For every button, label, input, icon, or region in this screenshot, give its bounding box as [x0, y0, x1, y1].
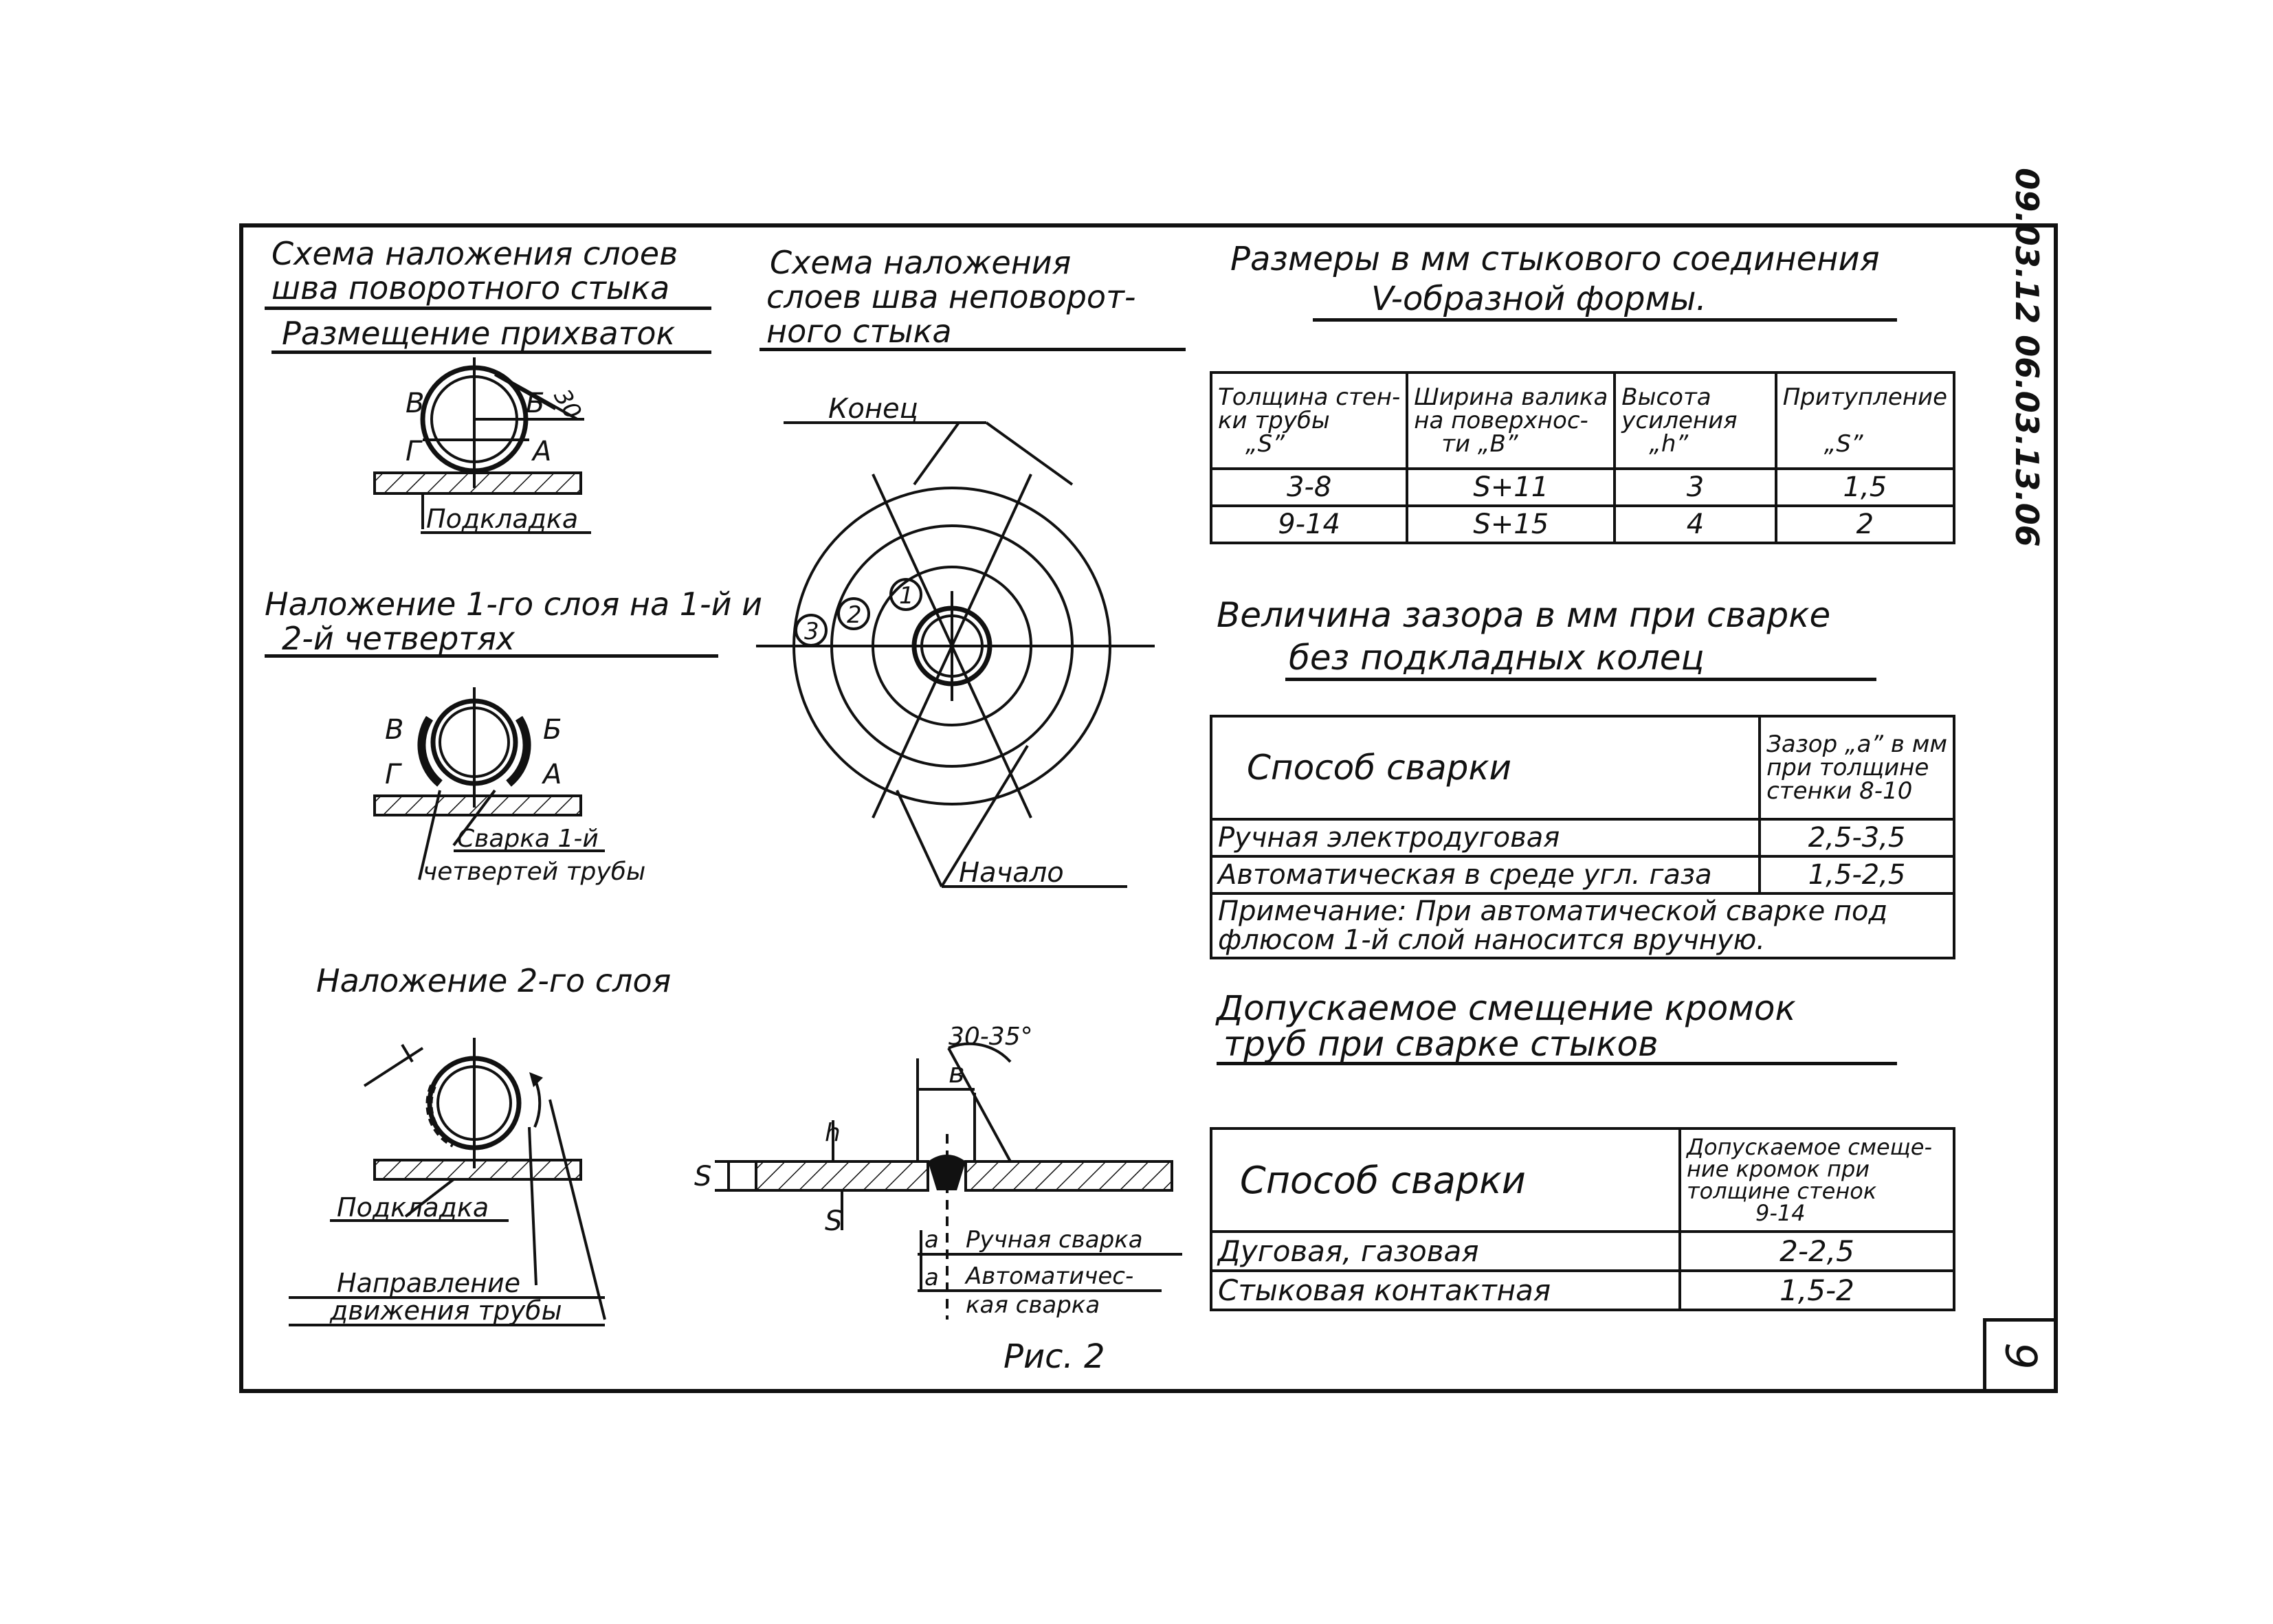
layer2-backing [375, 1160, 581, 1179]
table2-h1-l1: Зазор „а” в мм [1766, 731, 1947, 758]
angle-leg [949, 1048, 1010, 1161]
table1-h2-l1: Высота [1621, 383, 1711, 411]
backing-plate [375, 473, 581, 493]
table3-h1-l4: 9-14 [1755, 1200, 1806, 1226]
direction-leader-2 [529, 1127, 536, 1285]
auto-weld-label-1: Автоматичес- [966, 1263, 1134, 1290]
section2-title-line3: ного стыка [766, 313, 952, 350]
table1-h1-l3: ти „В” [1441, 430, 1518, 458]
page-number: 9 [1995, 1342, 2045, 1370]
mark-g: Г [406, 436, 421, 467]
table1-cell: S+11 [1407, 469, 1615, 506]
bead-width-label: в [949, 1058, 965, 1089]
start-label: Начало [959, 857, 1064, 889]
table2-cell: 2,5-3,5 [1760, 819, 1954, 856]
backing-label: Подкладка [426, 504, 579, 534]
table3-title-line2: труб при сварке стыков [1223, 1024, 1659, 1064]
table1-h0-l3: „S” [1245, 430, 1285, 458]
layer1-title-line2: 2-й четвертях [282, 620, 515, 657]
table1-cell: 3 [1615, 469, 1775, 506]
layer-marker-2-text: 2 [847, 601, 862, 629]
gap-label-2: а [924, 1264, 939, 1291]
plate-left [756, 1161, 928, 1190]
section1-title-line2: шва поворотного стыка [271, 269, 670, 307]
table1-h2-l2: усиления [1621, 407, 1738, 434]
table2-header-method: Способ сварки [1211, 716, 1760, 819]
table2-note-line2: флюсом 1-й слой наносится вручную. [1218, 924, 1765, 956]
direction-leader-1 [550, 1100, 605, 1320]
table1-cell: 3-8 [1211, 469, 1407, 506]
fig2-angle-label: 30-35° [949, 1023, 1033, 1051]
layer-marker-3-text: 3 [804, 618, 819, 645]
table2-h1-l2: при толщине [1766, 754, 1929, 781]
weld-quarter-label-2: четвертей трубы [423, 858, 646, 886]
table2-title-line1: Величина зазора в мм при сварке [1217, 595, 1831, 635]
figure-caption: Рис. 2 [1004, 1337, 1105, 1376]
layer1-mark-g: Г [385, 759, 401, 790]
gap-label-1: а [924, 1226, 939, 1254]
table3-title-line1: Допускаемое смещение кромок [1217, 988, 1796, 1028]
table1-h0-l2: ки трубы [1218, 407, 1330, 434]
table1-h1-l2: на поверхнос- [1414, 407, 1588, 434]
layer2-dim-line [364, 1048, 423, 1086]
s-label-1: S [694, 1161, 712, 1192]
section2-title-line1: Схема наложения [770, 244, 1072, 281]
fig2-joint-section [694, 1023, 1182, 1376]
table1-h3-l3: „S” [1823, 430, 1863, 458]
table3-cell: Дуговая, газовая [1211, 1232, 1680, 1271]
table3-cell: 2-2,5 [1680, 1232, 1954, 1271]
table1-cell: 4 [1615, 506, 1775, 543]
direction-label-2: движения трубы [330, 1295, 562, 1326]
table1-cell: S+15 [1407, 506, 1615, 543]
plate-right [966, 1161, 1172, 1190]
document-code-text: 09.03.12 06.03.13.06 [2008, 168, 2045, 547]
layer2-title: Наложение 2-го слоя [316, 962, 672, 999]
weld-quarter-label-1: Сварка 1-й [457, 825, 599, 853]
table2-h1-l3: стенки 8-10 [1766, 777, 1913, 805]
layer1-diagram [375, 687, 645, 886]
non-rotating-joint-diagram [756, 393, 1155, 889]
backing2-label: Подкладка [337, 1192, 489, 1223]
layer1-mark-a: А [543, 759, 562, 790]
layer2-direction-arrow [535, 1079, 540, 1127]
layer1-title-line1: Наложение 1-го слоя на 1-й и [265, 586, 763, 623]
table2-cell: Ручная электродуговая [1211, 819, 1760, 856]
table3-cell: 1,5-2 [1680, 1271, 1954, 1310]
tack-placement-title: Размещение прихваток [282, 315, 676, 352]
layer2-diagram [289, 1038, 605, 1326]
table1-title-line2: V-образной формы. [1371, 280, 1707, 318]
table1-h2-l3: „h” [1649, 430, 1689, 458]
table2-note-line1: Примечание: При автоматической сварке под [1218, 896, 1888, 927]
table3-h1-l3: толщине стенок [1687, 1178, 1877, 1204]
layer-marker-1-text: 1 [899, 582, 914, 610]
table2-cell: Автоматическая в среде угл. газа [1211, 856, 1760, 893]
table3-h1-l1: Допускаемое смеще- [1687, 1134, 1933, 1160]
table1-h3-l1: Притупление [1782, 383, 1947, 411]
mark-a: А [533, 436, 552, 467]
table1-cell: 2 [1776, 506, 1954, 543]
s-label-2: S [825, 1205, 843, 1237]
table3-h1-l2: ние кромок при [1687, 1156, 1870, 1182]
table3-cell: Стыковая контактная [1211, 1271, 1680, 1310]
table1-cell: 9-14 [1211, 506, 1407, 543]
table1-title-line1: Размеры в мм стыкового соединения [1230, 240, 1880, 278]
section2-title-line2: слоев шва неповорот- [766, 278, 1136, 315]
direction-label-1: Направление [337, 1268, 521, 1298]
table2-title-line2: без подкладных колец [1289, 638, 1705, 678]
table3-header-method: Способ сварки [1211, 1128, 1680, 1232]
tack-placement-diagram [375, 357, 591, 534]
table2-cell: 1,5-2,5 [1760, 856, 1954, 893]
mark-b: Б [526, 388, 545, 419]
tack-angle-label: 30 [548, 384, 587, 424]
end-leader-2 [914, 423, 959, 485]
layer1-mark-b: Б [543, 714, 562, 746]
table1-h1-l1: Ширина валика [1414, 383, 1608, 411]
section1-title-line1: Схема наложения слоев [271, 235, 678, 272]
table1-h0-l1: Толщина стен- [1218, 383, 1401, 411]
start-leader-1 [897, 790, 942, 887]
auto-weld-label-2: кая сварка [966, 1291, 1100, 1319]
mark-v: В [406, 388, 425, 419]
table1-cell: 1,5 [1776, 469, 1954, 506]
h-label: h [825, 1119, 841, 1147]
layer1-mark-v: В [385, 714, 404, 746]
manual-weld-label: Ручная сварка [966, 1226, 1143, 1254]
end-label: Конец [828, 393, 918, 425]
